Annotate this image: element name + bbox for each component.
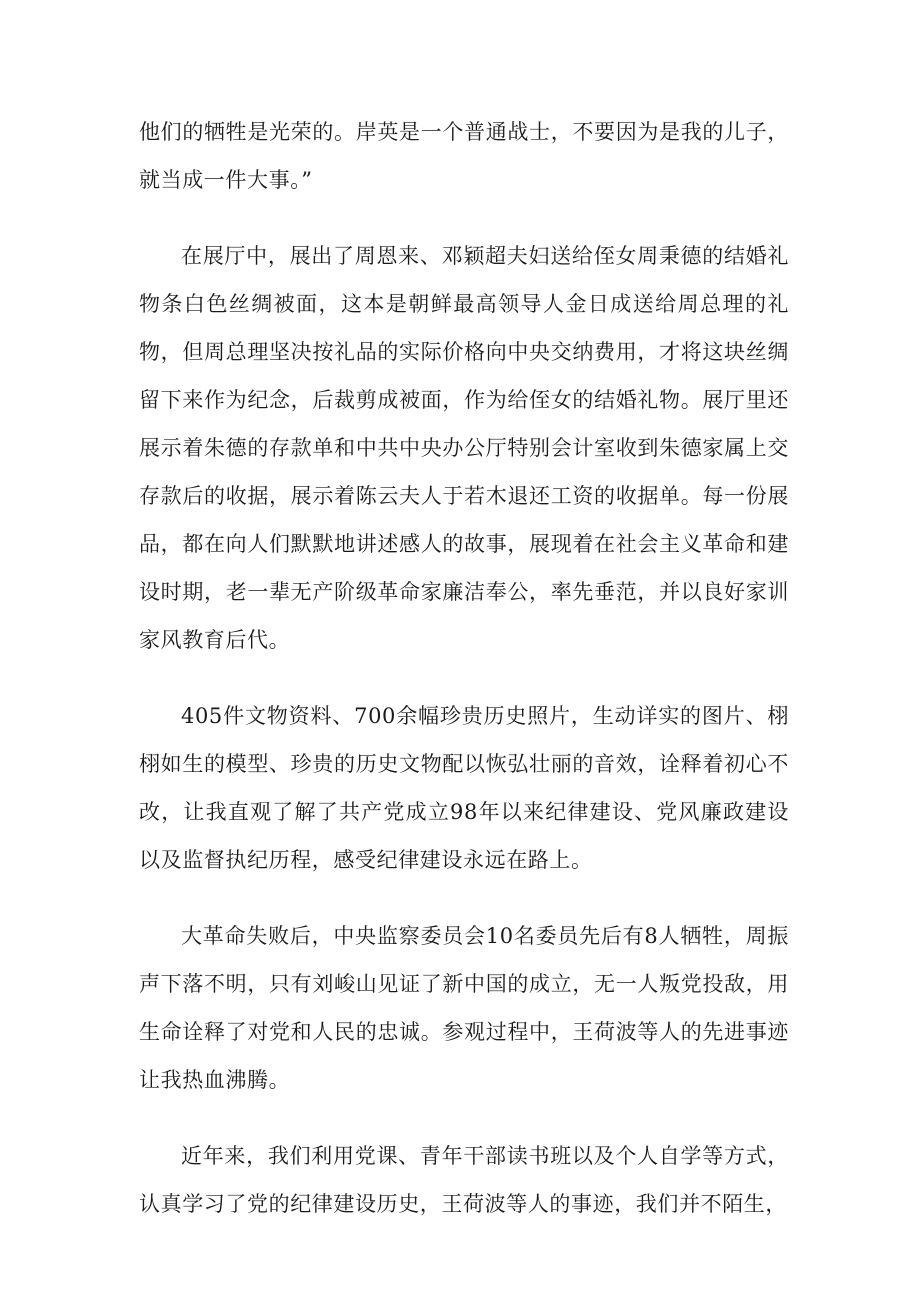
paragraph-revolution: 大革命失败后，中央监察委员会10名委员先后有8人牺牲，周振声下落不明，只有刘峻山见证了新中国的成立，无一人叛党投敌，用生命诠释了对党和人民的忠诚。参观过程中，王荷波等人的先进事迹让我热血沸腾。: [139, 924, 789, 1092]
paragraph-recent-years: 近年来，我们利用党课、青年干部读书班以及个人自学等方式，认真学习了党的纪律建设历史，王荷波等人的事迹，我们并不陌生，: [139, 1144, 789, 1216]
paragraph-artifacts: 405件文物资料、700余幅珍贵历史照片，生动详实的图片、栩栩如生的模型、珍贵的历史文物配以恢弘壮丽的音效，诠释着初心不改，让我直观了解了共产党成立98年以来纪律建设、党风廉政建设以及监督执纪历程，感受纪律建设永远在路上。: [139, 704, 789, 872]
paragraph-exhibition-hall: 在展厅中，展出了周恩来、邓颖超夫妇送给侄女周秉德的结婚礼物条白色丝绸被面，这本是朝鲜最高领导人金日成送给周总理的礼物，但周总理坚决按礼品的实际价格向中央交纳费用，才将这块丝绸留下来作为纪念，后裁剪成被面，作为给侄女的结婚礼物。展厅里还展示着朱德的存款单和中共中央办公厅特别会计室收到朱德家属上交存款后的收据，展示着陈云夫人于若木退还工资的收据单。每一份展品，都在向人们默默地讲述感人的故事，展现着在社会主义革命和建设时期，老一辈无产阶级革命家廉洁奉公，率先垂范，并以良好家训家风教育后代。: [139, 244, 789, 652]
paragraph-continuation: 他们的牺牲是光荣的。岸英是一个普通战士，不要因为是我的儿子，就当成一件大事。”: [139, 120, 789, 192]
document-body: [139, 108, 789, 1228]
